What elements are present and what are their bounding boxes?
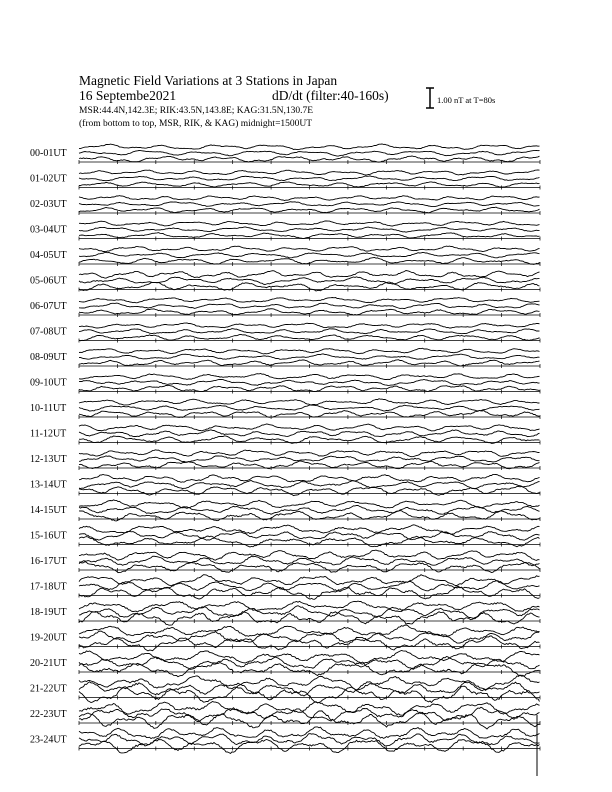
panel-label: 02-03UT <box>30 199 67 210</box>
station-trace-kag <box>79 374 540 380</box>
station-trace-rik <box>79 379 540 385</box>
panel-label: 11-12UT <box>30 428 67 440</box>
station-trace-rik <box>79 277 540 285</box>
chart-quantity: dD/dt (filter:40-160s) <box>272 88 389 103</box>
station-trace-msr <box>79 233 540 239</box>
station-trace-kag <box>79 474 540 482</box>
station-trace-msr <box>79 385 540 391</box>
station-trace-kag <box>79 702 540 716</box>
chart-title: Magnetic Field Variations at 3 Stations in Japan <box>79 73 338 88</box>
station-trace-kag <box>79 601 540 612</box>
panel-label: 17-18UT <box>30 581 67 593</box>
station-trace-kag <box>79 144 540 150</box>
station-trace-msr <box>79 686 540 702</box>
station-coordinates: MSR:44.4N,142.3E; RIK:43.5N,143.8E; KAG:31.5N,130.7E <box>79 106 314 116</box>
panel-label: 03-04UT <box>30 224 67 236</box>
panel-label: 05-06UT <box>30 275 67 287</box>
station-trace-msr <box>79 612 540 626</box>
station-trace-kag <box>79 525 540 535</box>
panel-label: 10-11UT <box>30 403 67 414</box>
panel-label: 19-20UT <box>30 632 67 644</box>
station-trace-rik <box>79 303 540 309</box>
panel-label: 13-14UT <box>30 479 67 491</box>
panel-label: 20-21UT <box>30 658 67 669</box>
panel-label: 06-07UT <box>30 301 67 312</box>
station-trace-rik <box>79 734 540 746</box>
station-trace-rik <box>79 430 540 437</box>
station-trace-msr <box>79 711 540 729</box>
station-trace-kag <box>79 323 540 328</box>
station-trace-kag <box>79 424 540 431</box>
station-trace-kag <box>79 170 540 175</box>
station-trace-kag <box>79 196 540 201</box>
panel-label: 22-23UT <box>30 709 67 720</box>
station-order-note: (from bottom to top, MSR, RIK, & KAG) midnight=1500UT <box>79 119 313 129</box>
panel-label: 07-08UT <box>30 326 67 338</box>
panel-label: 01-02UT <box>30 173 67 185</box>
panel-label: 04-05UT <box>30 250 67 261</box>
station-trace-msr <box>79 662 540 676</box>
chart-date: 16 Septembe2021 <box>79 88 177 103</box>
station-trace-rik <box>79 354 540 359</box>
station-trace-kag <box>79 399 540 405</box>
station-trace-kag <box>79 246 540 252</box>
station-trace-rik <box>79 456 540 462</box>
station-trace-rik <box>79 329 540 334</box>
station-trace-rik <box>79 227 540 232</box>
panel-label: 18-19UT <box>30 607 67 618</box>
panel-label: 09-10UT <box>30 377 67 389</box>
station-trace-msr <box>79 258 540 265</box>
panel-label: 00-01UT <box>30 148 67 159</box>
station-trace-rik <box>79 405 540 411</box>
hour-panels <box>30 144 540 753</box>
panel-label: 15-16UT <box>30 530 67 542</box>
panel-label: 12-13UT <box>30 454 67 465</box>
station-trace-rik <box>79 150 540 156</box>
station-trace-kag <box>79 221 540 226</box>
station-trace-rik <box>79 176 540 181</box>
station-trace-kag <box>79 675 540 690</box>
station-trace-rik <box>79 505 540 514</box>
station-trace-msr <box>79 740 540 754</box>
station-trace-rik <box>79 253 540 258</box>
station-trace-kag <box>79 348 540 354</box>
scale-bar-label: 1.00 nT at T=80s <box>437 95 496 105</box>
panel-label: 23-24UT <box>30 734 67 746</box>
station-trace-kag <box>79 727 540 739</box>
scale-bar <box>426 88 495 108</box>
panel-label: 14-15UT <box>30 505 67 516</box>
station-trace-kag <box>79 500 540 509</box>
panel-label: 16-17UT <box>30 556 67 567</box>
station-trace-kag <box>79 271 540 279</box>
station-trace-kag <box>79 298 540 303</box>
station-trace-kag <box>79 450 540 457</box>
station-trace-rik <box>79 202 540 207</box>
panel-label: 08-09UT <box>30 352 67 363</box>
panel-label: 21-22UT <box>30 683 67 695</box>
